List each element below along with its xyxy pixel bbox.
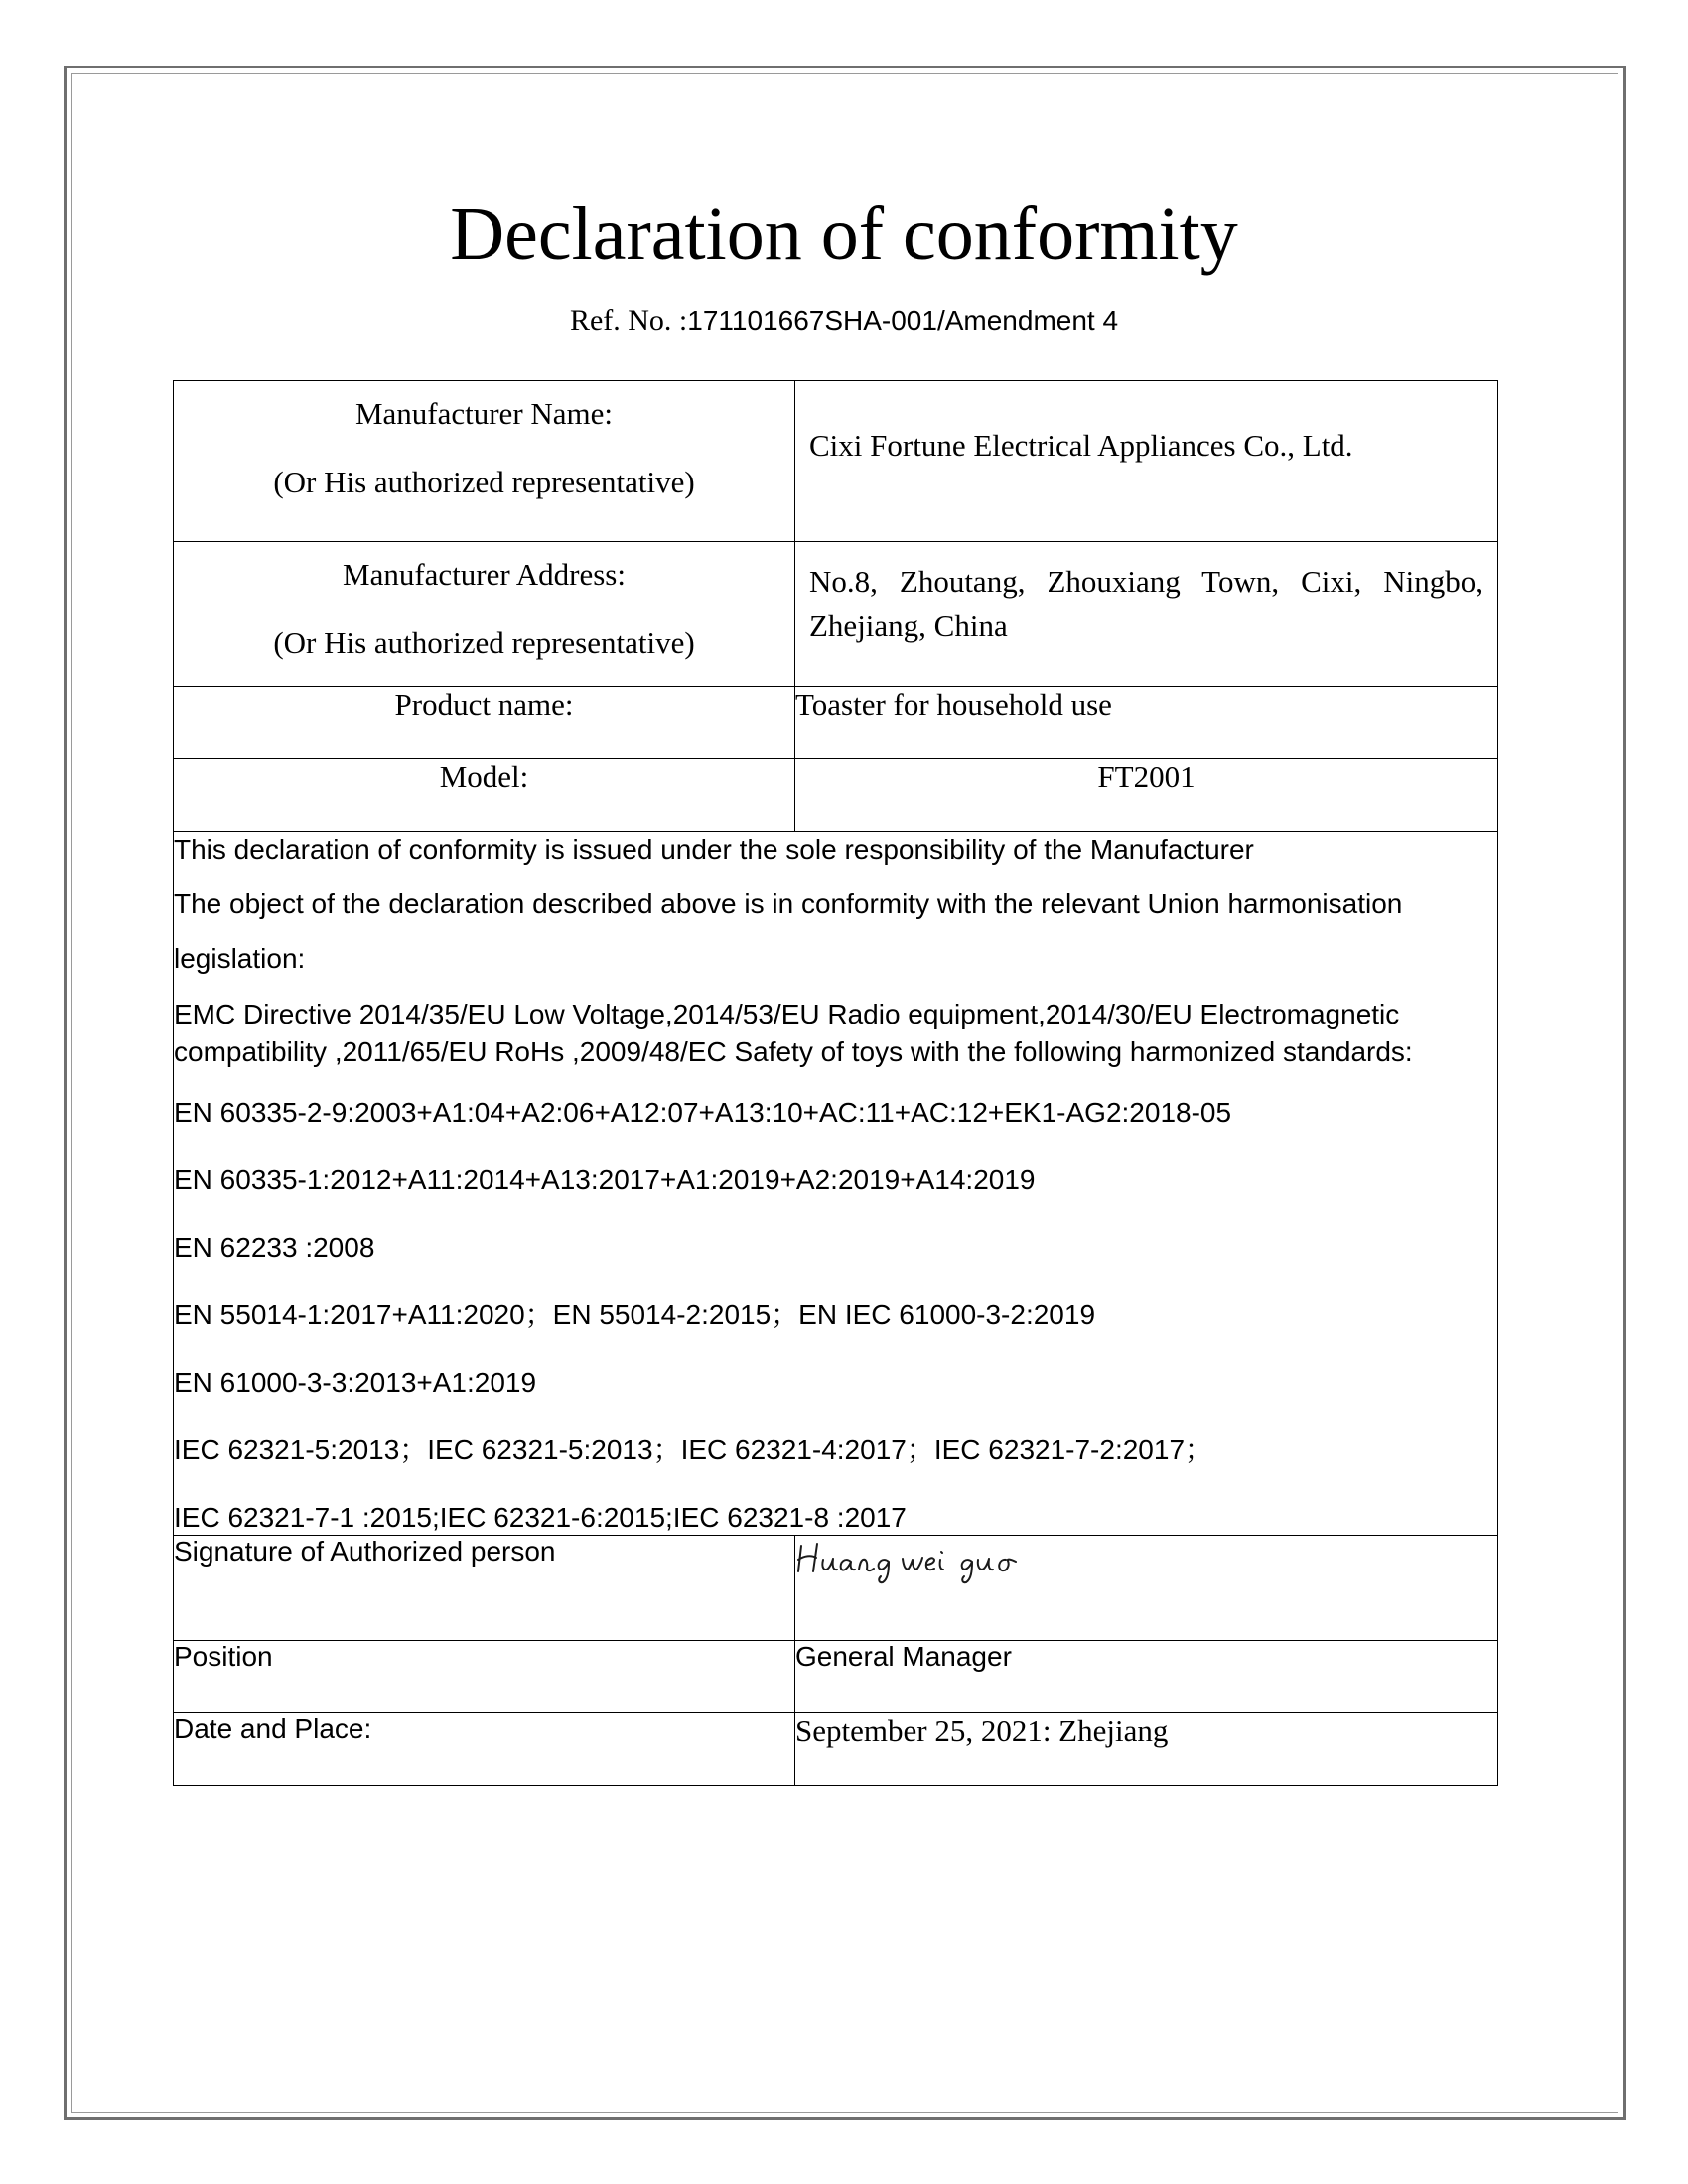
document-title: Declaration of conformity (450, 193, 1238, 276)
position-label: Position (174, 1641, 795, 1713)
standard-item: EN 61000-3-3:2013+A1:2019 (174, 1367, 537, 1399)
model-value: FT2001 (795, 759, 1498, 832)
directives-list: EMC Directive 2014/35/EU Low Voltage,2014/53/EU Radio equipment,2014/30/EU Electromagnetic compatibility ,2011/65/EU RoHs ,2009/48/EC Safety of toys with the following harmonized standards: (174, 999, 1413, 1068)
standard-item: IEC 62321-7-1 :2015;IEC 62321-6:2015;IEC 62321-8 :2017 (174, 1502, 907, 1534)
position-value: General Manager (795, 1641, 1498, 1713)
handwritten-signature (795, 1536, 1054, 1585)
date-place-row (174, 1713, 1498, 1786)
declaration-row (174, 832, 1498, 1536)
date-place-value: September 25, 2021: Zhejiang (795, 1713, 1498, 1786)
manufacturer-address-value-cell (795, 542, 1498, 687)
manufacturer-name-label-cell (174, 381, 795, 542)
declaration-table (173, 380, 1498, 1786)
model-label: Model: (174, 759, 795, 832)
manufacturer-address-representative: (Or His authorized representative) (273, 625, 695, 661)
manufacturer-name-label: Manufacturer Name: (354, 396, 614, 431)
standard-item: EN 62233 :2008 (174, 1232, 375, 1264)
manufacturer-name-row (174, 381, 1498, 542)
signature-cell (795, 1536, 1498, 1641)
standard-item: IEC 62321-5:2013；IEC 62321-5:2013；IEC 62321-4:2017；IEC 62321-7-2:2017； (174, 1434, 1213, 1466)
product-name-row (174, 687, 1498, 759)
manufacturer-name-value-cell (795, 381, 1498, 542)
conformity-statement-continued: legislation: (174, 943, 306, 974)
reference-number-value: 171101667SHA-001/Amendment 4 (687, 305, 1119, 336)
standard-item: EN 55014-1:2017+A11:2020；EN 55014-2:2015；EN IEC 61000-3-2:2019 (174, 1299, 1096, 1331)
standard-item: EN 60335-2-9:2003+A1:04+A2:06+A12:07+A13:10+AC:11+AC:12+EK1-AG2:2018-05 (174, 1097, 1232, 1129)
manufacturer-address-value: No.8, Zhoutang, Zhouxiang Town, Cixi, Ningbo, Zhejiang, China (809, 564, 1483, 643)
reference-number-label: Ref. No. : (569, 304, 688, 337)
manufacturer-name-representative: (Or His authorized representative) (273, 465, 695, 500)
responsibility-statement: This declaration of conformity is issued under the sole responsibility of the Manufacturer (174, 834, 1254, 865)
signature-label: Signature of Authorized person (174, 1536, 795, 1641)
manufacturer-name-value: Cixi Fortune Electrical Appliances Co., Ltd. (809, 428, 1353, 463)
declaration-body (174, 832, 1498, 1536)
manufacturer-address-label: Manufacturer Address: (343, 557, 626, 592)
conformity-statement: The object of the declaration described above is in conformity with the relevant Union harmonisation (174, 888, 1403, 919)
reference-number (0, 306, 1688, 336)
date-place-label: Date and Place: (174, 1713, 795, 1786)
product-name-label: Product name: (174, 687, 795, 759)
signature-row (174, 1536, 1498, 1641)
standard-item: EN 60335-1:2012+A11:2014+A13:2017+A1:2019+A2:2019+A14:2019 (174, 1164, 1036, 1196)
position-row (174, 1641, 1498, 1713)
manufacturer-address-row (174, 542, 1498, 687)
model-row (174, 759, 1498, 832)
manufacturer-address-label-cell (174, 542, 795, 687)
product-name-value: Toaster for household use (795, 687, 1498, 759)
